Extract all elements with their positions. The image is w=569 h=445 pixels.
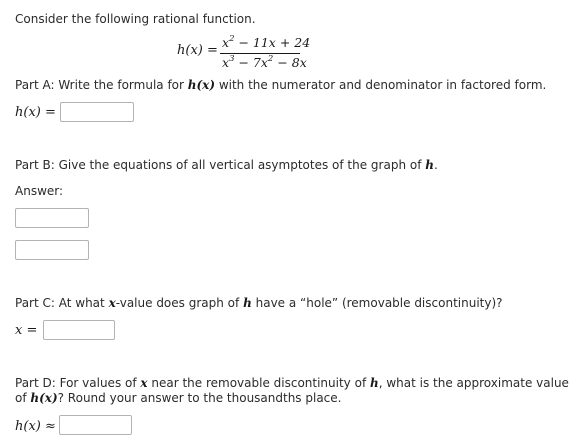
numerator-rest: − 11x + 24 xyxy=(234,35,311,50)
intro-text: Consider the following rational function. xyxy=(15,12,256,26)
part-b-answer-input-2[interactable] xyxy=(15,240,89,260)
part-b-prompt xyxy=(15,157,438,173)
part-b-prompt-start: Part B: Give the equations of all vertical asymptotes of the graph of xyxy=(15,158,426,172)
part-c-prompt-math2: h xyxy=(243,296,252,310)
numerator-base: x xyxy=(222,35,230,50)
part-d-line2-start: of xyxy=(15,391,31,405)
denominator-rest: − 8x xyxy=(273,55,307,70)
function-denominator xyxy=(222,55,307,70)
part-b-prompt-math: h xyxy=(425,158,434,172)
part-a-label: h(x) = xyxy=(15,105,56,120)
part-a-answer-input[interactable] xyxy=(60,102,134,122)
part-d-line1-end: , what is the approximate value xyxy=(378,376,569,390)
part-d-line1-start: Part D: For values of xyxy=(15,376,141,390)
part-a-prompt-start: Part A: Write the formula for xyxy=(15,78,188,92)
part-c-prompt-start: Part C: At what xyxy=(15,296,109,310)
function-numerator xyxy=(222,35,310,50)
part-d-prompt-line-2 xyxy=(15,390,341,406)
numerator-exponent: 2 xyxy=(229,33,235,44)
part-c-prompt xyxy=(15,295,503,311)
part-d-line1-math: x xyxy=(140,376,148,390)
part-d-answer-input[interactable] xyxy=(59,415,132,435)
part-d-line2-math: h(x) xyxy=(30,391,58,405)
denominator-exponent-2: 2 xyxy=(267,53,274,64)
denominator-mid: − 7x xyxy=(234,55,268,70)
part-c-answer-input[interactable] xyxy=(43,320,115,340)
part-b-answer-label: Answer: xyxy=(15,184,64,198)
part-d-label: h(x) ≈ xyxy=(15,419,56,434)
part-d-prompt-line-1 xyxy=(15,375,569,391)
part-c-prompt-mid: -value does graph of xyxy=(115,296,244,310)
function-lhs: h(x) = xyxy=(177,43,218,58)
part-a-prompt-math: h(x) xyxy=(187,78,215,92)
part-a-prompt xyxy=(15,77,546,93)
part-d-line1-math2: h xyxy=(369,376,379,390)
part-b-prompt-end: . xyxy=(433,158,438,172)
part-c-label: x = xyxy=(15,323,38,338)
part-d-line1-mid: near the removable discontinuity of xyxy=(147,376,370,390)
denominator-base: x xyxy=(222,55,230,70)
part-a-prompt-end: with the numerator and denominator in factored form. xyxy=(215,78,547,92)
part-c-prompt-math: x xyxy=(108,296,116,310)
denominator-exponent-1: 3 xyxy=(229,53,235,64)
part-c-prompt-end: have a “hole” (removable discontinuity)? xyxy=(251,296,503,310)
part-d-line2-end: ? Round your answer to the thousandths place. xyxy=(57,391,342,405)
part-b-answer-input-1[interactable] xyxy=(15,208,89,228)
